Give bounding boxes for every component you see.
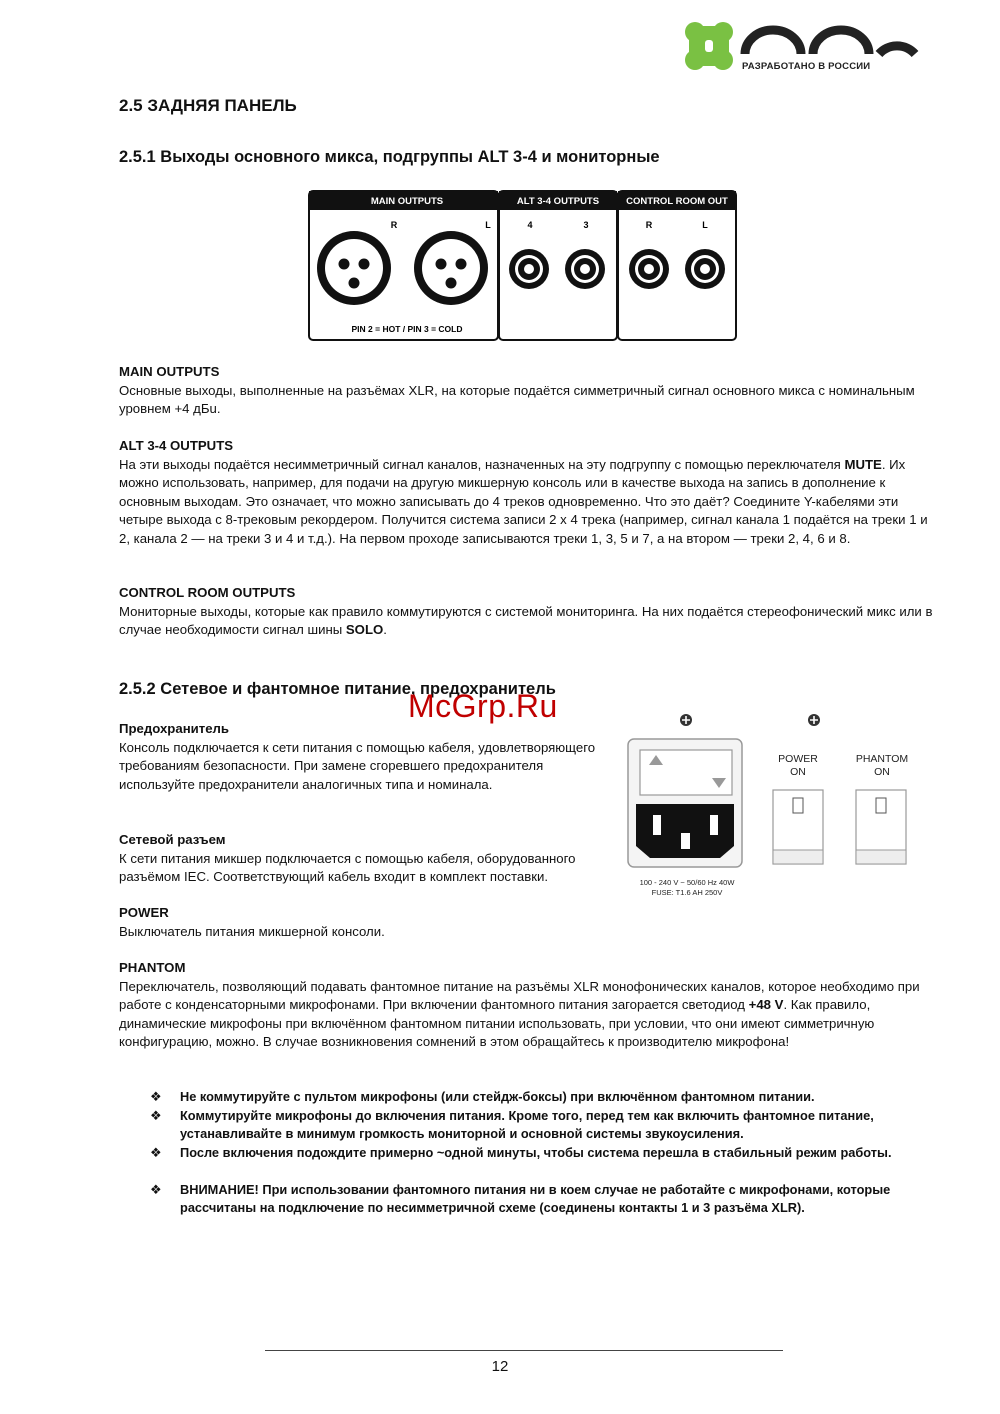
power-panel-diagram <box>622 708 922 903</box>
fuse-text: Консоль подключается к сети питания с помощью кабеля, удовлетворяющего требованиям безопасности. При замене сгоревшего предохранителя используйте предохранители аналогичных типа и номинала. <box>119 739 596 792</box>
diamond-bullet-icon: ❖ <box>150 1181 162 1197</box>
page-number: 12 <box>491 1358 509 1375</box>
warning-text: ВНИМАНИЕ! При использовании фантомного питания ни в коем случае не работайте с микрофонами, которые рассчитаны на подключение по несимметричной схеме (соединены контакты 1 и 3 разъёма XLR). <box>180 1181 891 1215</box>
subsection-title-power: 2.5.2 Сетевое и фантомное питание, предохранитель <box>119 680 556 698</box>
alt-outputs-text-after: . Их можно использовать, например, для подачи на другую микшерную консоль или в качестве выхода на запись в дополнение к основным выходам. Это означает, что можно записывать до 4 треков одновременно. Что это даёт? Соедините Y-кабелями эти четыре выхода с 8-трековым рекордером. Получится система записи 2 x 4 трека (например, сигнал канала 1 подаётся на треки 1 и 2, канала 2 — на треки 3 и 4 и т.д.). На первом проходе записываются треки 1, 3, 5 и 7, а на втором — треки 2, 4, 6 и 8. <box>119 456 928 546</box>
power-paragraph <box>119 904 934 941</box>
alt-4-label: 4 <box>527 220 533 230</box>
control-room-paragraph <box>119 584 934 640</box>
list-item <box>150 1107 940 1144</box>
jack-connector-3 <box>565 249 605 289</box>
phantom-paragraph <box>119 959 934 1052</box>
diamond-bullet-icon: ❖ <box>150 1144 162 1160</box>
jack-connector-cr-r <box>629 249 669 289</box>
fuse-drawer <box>640 750 732 795</box>
control-room-text-before: Мониторные выходы, которые как правило коммутируются с системой мониторинга. На них подаётся стереофонический микс или в случае необходимости сигнал шины <box>119 603 933 637</box>
phantom-text-after: . Как правило, динамические микрофоны при включённом фантомном питании использовать, при условии, что они имеют симметричную конфигурацию, можно. В случае возникновения сомнений в этом обращайтесь к производителю микрофона! <box>119 997 875 1049</box>
main-l-label: L <box>485 220 491 230</box>
jack-connector-4 <box>509 249 549 289</box>
xlr-connector-r <box>317 231 391 305</box>
alt-outputs-heading: ALT 3-4 OUTPUTS <box>119 438 234 453</box>
socket-paragraph <box>119 831 609 887</box>
power-label-1: POWER <box>778 753 818 765</box>
power-text: Выключатель питания микшерной консоли. <box>119 923 385 939</box>
alt-3-label: 3 <box>583 220 589 230</box>
diamond-bullet-icon: ❖ <box>150 1107 162 1123</box>
bullet-text: Коммутируйте микрофоны до включения питания. Кроме того, перед тем как включить фантомное питание, устанавливайте в минимум громкость мониторной и основной системы звукоусиления. <box>180 1107 874 1141</box>
list-spacer <box>150 1162 940 1181</box>
main-outputs-label: MAIN OUTPUTS <box>370 196 444 207</box>
socket-heading: Сетевой разъем <box>119 832 226 847</box>
cr-l-label: L <box>702 220 708 230</box>
main-r-label: R <box>390 220 398 230</box>
bullet-text: Не коммутируйте с пультом микрофоны (или стейдж-боксы) при включённом фантомном питании. <box>180 1089 815 1104</box>
warning-bullet-list <box>150 1088 940 1218</box>
main-outputs-paragraph <box>119 363 934 419</box>
jack-connector-cr-l <box>685 249 725 289</box>
control-room-heading: CONTROL ROOM OUTPUTS <box>119 585 296 600</box>
xlr-connector-l <box>414 231 488 305</box>
fuse-heading: Предохранитель <box>119 721 230 736</box>
screw-icon <box>808 714 820 726</box>
cr-r-label: R <box>645 220 653 230</box>
main-outputs-heading: MAIN OUTPUTS <box>119 364 220 379</box>
phantom-label-2: ON <box>874 766 890 778</box>
phantom-heading: PHANTOM <box>119 960 186 975</box>
bullet-text: После включения подождите примерно ~одной минуты, чтобы система перешла в стабильный режим работы. <box>180 1144 892 1160</box>
screw-icon <box>680 714 692 726</box>
power-label-2: ON <box>790 766 806 778</box>
rating-line-1: 100 - 240 V ~ 50/60 Hz 40W <box>639 878 735 887</box>
control-room-text-after: . <box>383 622 387 637</box>
list-item <box>150 1144 940 1163</box>
iec-inlet <box>636 804 734 858</box>
brand-logo <box>683 20 923 76</box>
diamond-bullet-icon: ❖ <box>150 1089 162 1104</box>
solo-keyword: SOLO <box>345 622 384 637</box>
plus48v-keyword: +48 V <box>748 997 784 1012</box>
watermark-text: McGrp.Ru <box>408 688 558 724</box>
alt-outputs-paragraph <box>119 437 934 548</box>
phantom-text-before: Переключатель, позволяющий подавать фантомное питание на разъёмы XLR монофонических каналов, которое необходимо при работе с конденсаторными микрофонами. При включении фантомного питания загорается светодиод <box>119 978 920 1012</box>
control-room-label: CONTROL ROOM OUT <box>626 196 728 207</box>
list-item <box>150 1181 940 1218</box>
rating-line-2: FUSE: T1.6 AH 250V <box>651 888 723 897</box>
pin-note: PIN 2 = HOT / PIN 3 = COLD <box>351 324 463 334</box>
outputs-panel-diagram <box>308 190 738 342</box>
subsection-title-outputs: 2.5.1 Выходы основного микса, подгруппы ALT 3-4 и мониторные <box>119 148 660 166</box>
phantom-label-1: PHANTOM <box>855 753 909 765</box>
section-title: 2.5 ЗАДНЯЯ ПАНЕЛЬ <box>119 96 297 115</box>
socket-text: К сети питания микшер подключается с помощью кабеля, оборудованного разъёмом IEC. Соответствующий кабель входит в комплект поставки. <box>119 850 576 884</box>
main-outputs-text: Основные выходы, выполненные на разъёмах XLR, на которые подаётся симметричный сигнал основного микса с номинальным уровнем +4 дБu. <box>119 382 915 416</box>
alt-outputs-text-before: На эти выходы подаётся несимметричный сигнал каналов, назначенных на эту подгруппу с помощью переключателя <box>119 456 845 472</box>
list-item <box>150 1088 940 1107</box>
power-heading: POWER <box>119 905 169 920</box>
footer-divider <box>265 1350 783 1351</box>
alt-outputs-label: ALT 3-4 OUTPUTS <box>516 196 600 207</box>
mute-keyword: MUTE <box>844 456 882 472</box>
logo-subtitle: РАЗРАБОТАНО В РОССИИ <box>742 61 871 72</box>
fuse-paragraph <box>119 720 609 794</box>
